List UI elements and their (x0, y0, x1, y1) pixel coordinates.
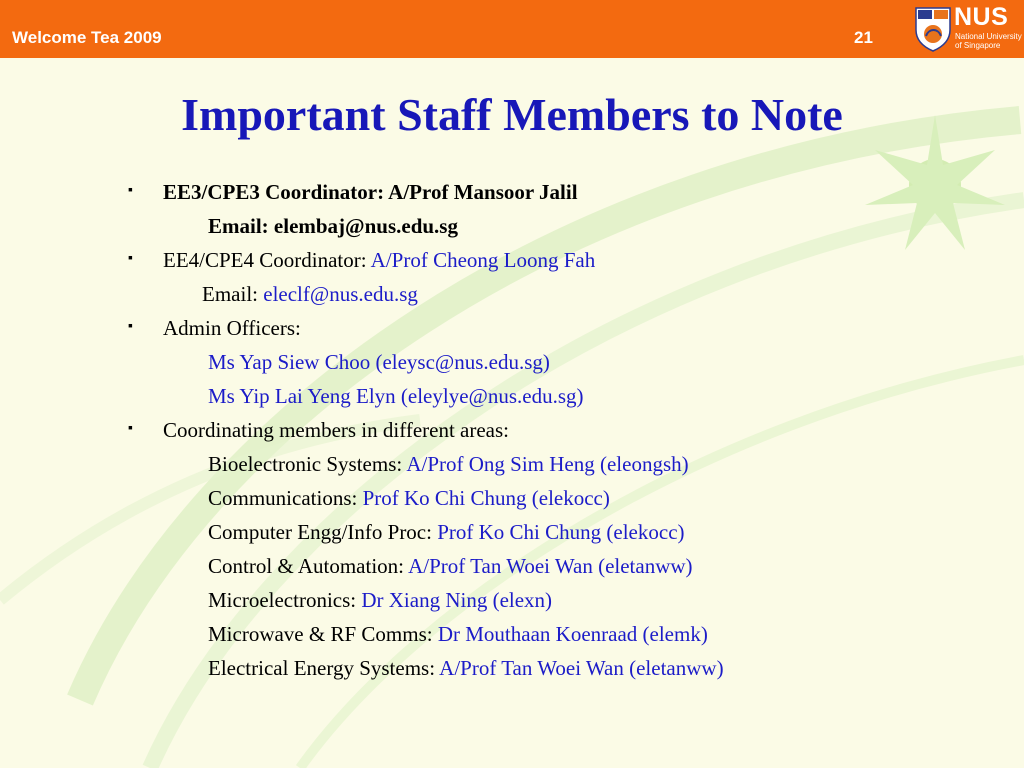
page-number: 21 (854, 28, 873, 47)
list-item-admin: Admin Officers: (163, 316, 301, 340)
bullet-icon: ▪ (128, 421, 133, 436)
nus-crest-icon (914, 6, 952, 52)
area-row: Microwave & RF Comms: Dr Mouthaan Koenraad (elemk) (208, 622, 708, 646)
area-row: Computer Engg/Info Proc: Prof Ko Chi Chung (elekocc) (208, 520, 685, 544)
logo-text: NUS (954, 3, 1009, 31)
ee4-email-line: Email: eleclf@nus.edu.sg (202, 282, 418, 306)
ee4-coordinator-name: A/Prof Cheong Loong Fah (370, 248, 596, 272)
list-item-ee3: EE3/CPE3 Coordinator: A/Prof Mansoor Jalil (163, 180, 578, 204)
bullet-icon: ▪ (128, 319, 133, 334)
area-row: Control & Automation: A/Prof Tan Woei Wan (eletanww) (208, 554, 693, 578)
bullet-icon: ▪ (128, 183, 133, 198)
admin-officer: Ms Yip Lai Yeng Elyn (eleylye@nus.edu.sg) (208, 384, 584, 408)
header-title: Welcome Tea 2009 (12, 28, 162, 47)
nus-logo (908, 2, 1024, 58)
ee4-email-link[interactable]: eleclf@nus.edu.sg (263, 282, 418, 306)
slide-title: Important Staff Members to Note (181, 89, 843, 140)
list-item-areas: Coordinating members in different areas: (163, 418, 510, 442)
area-row: Communications: Prof Ko Chi Chung (elekocc) (208, 486, 610, 510)
bullet-icon: ▪ (128, 251, 133, 266)
header-bar (0, 0, 1024, 58)
ee3-email: Email: elembaj@nus.edu.sg (208, 214, 458, 238)
list-item-ee4: EE4/CPE4 Coordinator: A/Prof Cheong Loong Fah (163, 248, 596, 272)
area-row: Electrical Energy Systems: A/Prof Tan Woei Wan (eletanww) (208, 656, 724, 680)
area-row: Microelectronics: Dr Xiang Ning (elexn) (208, 588, 553, 612)
area-row: Bioelectronic Systems: A/Prof Ong Sim Heng (eleongsh) (208, 452, 689, 476)
admin-officer: Ms Yap Siew Choo (eleysc@nus.edu.sg) (208, 350, 550, 374)
logo-subtitle: National University of Singapore (955, 32, 1022, 50)
